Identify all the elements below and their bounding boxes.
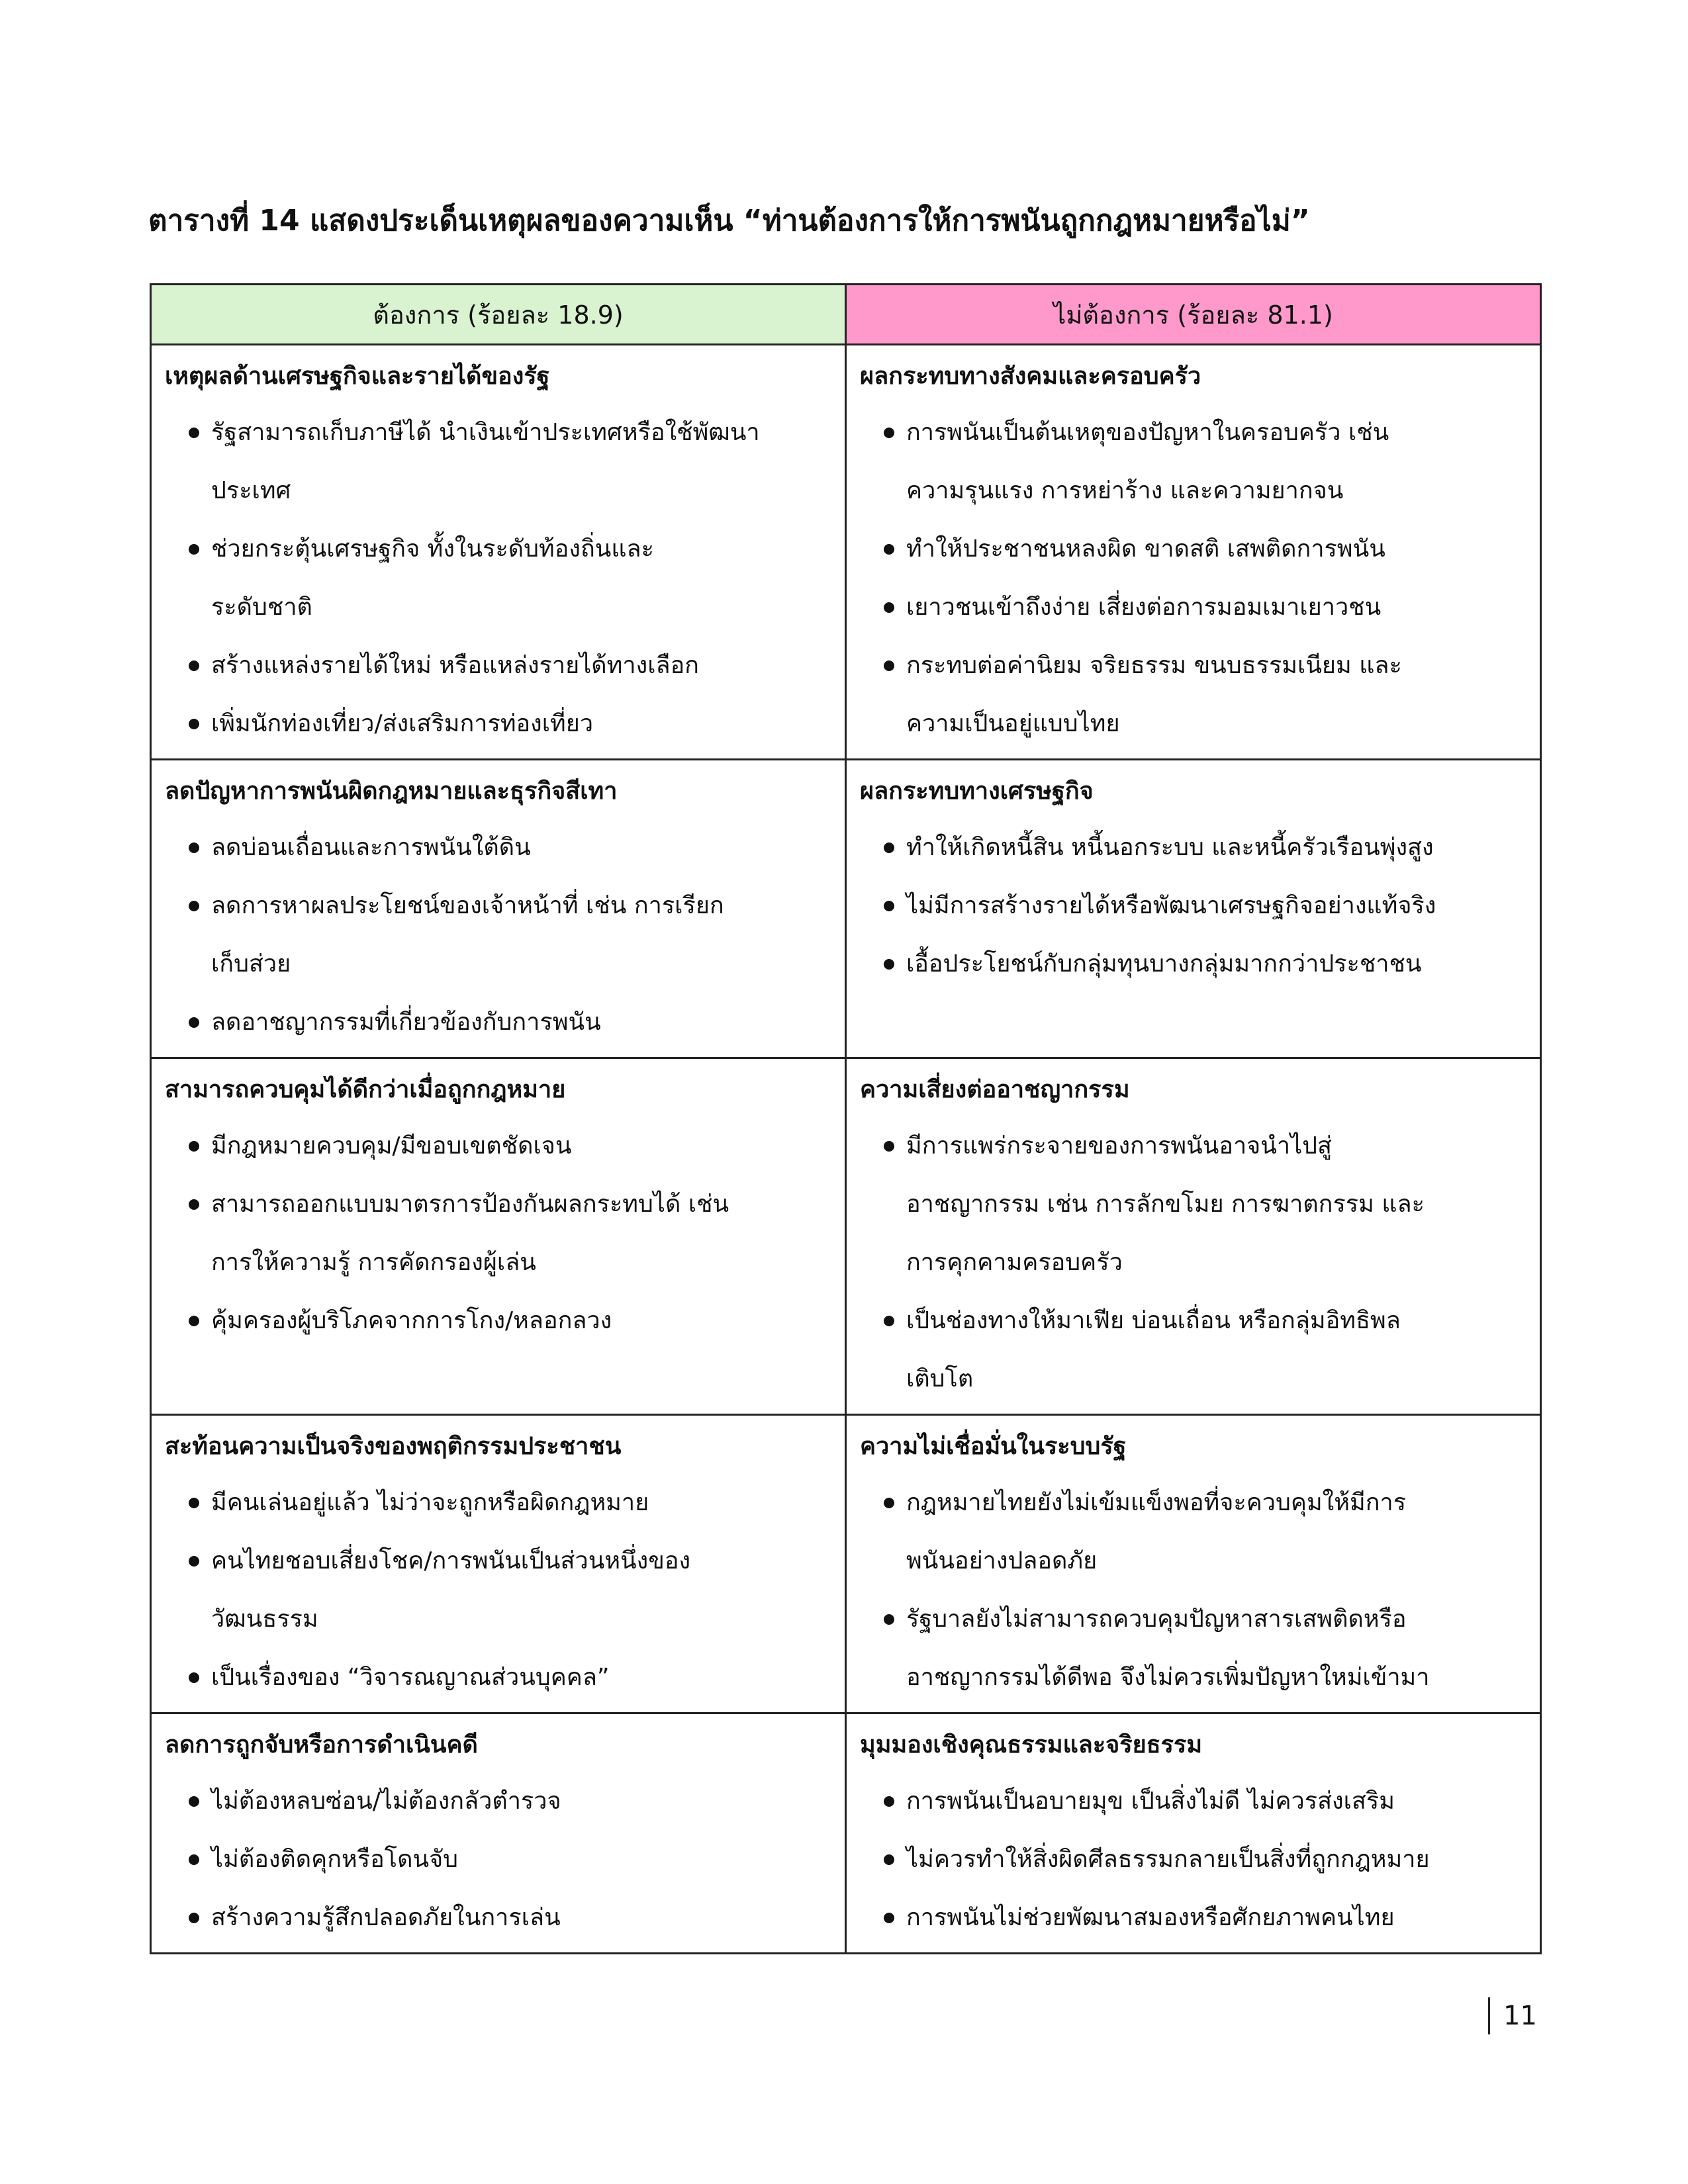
reason-list: [860, 1772, 1529, 1947]
cell-not-want: [846, 345, 1541, 760]
list-item-line: ลดการหาผลประโยชน์ของเจ้าหน้าที่ เช่น การเรียก: [211, 892, 724, 919]
reason-list: [860, 1474, 1529, 1707]
page-number: 11: [1488, 1997, 1537, 2034]
cell-want: [151, 1058, 846, 1415]
cell-want: [151, 1713, 846, 1954]
list-item-line: ลดอาชญากรรมที่เกี่ยวข้องกับการพนัน: [211, 1009, 601, 1036]
reason-list: [860, 1117, 1529, 1408]
category-title: สามารถควบคุมได้ดีกว่าเมื่อถูกกฎหมาย: [165, 1076, 566, 1103]
list-item: [165, 1474, 834, 1532]
list-item: [860, 404, 1529, 520]
list-item-line: วัฒนธรรม: [211, 1606, 318, 1633]
list-item-line: คนไทยชอบเสี่ยงโชค/การพนันเป็นส่วนหนึ่งของ: [211, 1547, 691, 1574]
list-item: [860, 1831, 1529, 1889]
list-item-line: รัฐบาลยังไม่สามารถควบคุมปัญหาสารเสพติดหรือ: [906, 1606, 1407, 1633]
list-item: [165, 1175, 834, 1292]
reason-list: [860, 404, 1529, 753]
list-item-line: การพนันเป็นอบายมุข เป็นสิ่งไม่ดี ไม่ควรส่งเสริม: [906, 1788, 1395, 1815]
list-item-line: คุ้มครองผู้บริโภคจากการโกง/หลอกลวง: [211, 1307, 612, 1334]
list-item-line: การพนันไม่ช่วยพัฒนาสมองหรือศักยภาพคนไทย: [906, 1904, 1395, 1931]
list-item-line: เป็นช่องทางให้มาเฟีย บ่อนเถื่อน หรือกลุ่มอิทธิพล: [906, 1307, 1401, 1334]
list-item: [165, 1831, 834, 1889]
list-item: [860, 1772, 1529, 1831]
list-item-line: เอื้อประโยชน์กับกลุ่มทุนบางกลุ่มมากกว่าประชาชน: [906, 950, 1422, 978]
cell-not-want: [846, 1713, 1541, 1954]
list-item: [860, 819, 1529, 877]
list-item: [860, 520, 1529, 578]
list-item-line: เพิ่มนักท่องเที่ยว/ส่งเสริมการท่องเที่ยว: [211, 710, 594, 737]
table-body: [151, 345, 1541, 1954]
list-item-line: มีการแพร่กระจายของการพนันอาจนำไปสู่: [906, 1132, 1333, 1160]
reasons-table: [150, 283, 1542, 1954]
reason-list: [165, 404, 834, 753]
list-item: [165, 1889, 834, 1947]
list-item: [860, 1889, 1529, 1947]
list-item: [165, 1292, 834, 1350]
list-item-line: สร้างแหล่งรายได้ใหม่ หรือแหล่งรายได้ทางเลือก: [211, 652, 699, 679]
list-item: [860, 935, 1529, 993]
list-item-line: กระทบต่อค่านิยม จริยธรรม ขนบธรรมเนียม และ: [906, 652, 1402, 679]
header-not-want: ไม่ต้องการ (ร้อยละ 81.1): [846, 285, 1541, 345]
table-caption: ตารางที่ 14 แสดงประเด็นเหตุผลของความเห็น “ท่านต้องการให้การพนันถูกกฎหมายหรือไม่”: [148, 204, 1310, 238]
table-row: [151, 760, 1541, 1058]
list-item: [860, 1474, 1529, 1590]
table-row: [151, 1415, 1541, 1713]
list-item: [165, 695, 834, 753]
table-row: [151, 1713, 1541, 1954]
list-item: [165, 993, 834, 1052]
list-item: [165, 1649, 834, 1707]
list-item-line: ไม่มีการสร้างรายได้หรือพัฒนาเศรษฐกิจอย่างแท้จริง: [906, 892, 1436, 919]
list-item-line: ความเป็นอยู่แบบไทย: [906, 710, 1120, 737]
cell-want: [151, 1415, 846, 1713]
list-item-line: ลดบ่อนเถื่อนและการพนันใต้ดิน: [211, 834, 531, 861]
category-title: ลดปัญหาการพนันผิดกฎหมายและธุรกิจสีเทา: [165, 778, 618, 805]
reason-list: [165, 819, 834, 1052]
list-item-line: เป็นเรื่องของ “วิจารณญาณส่วนบุคคล”: [211, 1664, 610, 1691]
list-item-line: สร้างความรู้สึกปลอดภัยในการเล่น: [211, 1904, 561, 1931]
category-title: ผลกระทบทางเศรษฐกิจ: [860, 778, 1094, 805]
list-item-line: พนันอย่างปลอดภัย: [906, 1547, 1098, 1574]
list-item: [165, 404, 834, 520]
reason-list: [165, 1474, 834, 1707]
category-title: สะท้อนความเป็นจริงของพฤติกรรมประชาชน: [165, 1433, 622, 1460]
list-item: [165, 1117, 834, 1175]
list-item: [165, 1772, 834, 1831]
list-item: [165, 637, 834, 695]
list-item-line: อาชญากรรมได้ดีพอ จึงไม่ควรเพิ่มปัญหาใหม่เข้ามา: [906, 1664, 1430, 1691]
reason-list: [860, 819, 1529, 993]
list-item: [860, 1117, 1529, 1292]
list-item-line: ระดับชาติ: [211, 594, 312, 621]
list-item-line: มีกฎหมายควบคุม/มีขอบเขตชัดเจน: [211, 1132, 572, 1160]
list-item-line: การคุกคามครอบครัว: [906, 1249, 1123, 1276]
list-item-line: การพนันเป็นต้นเหตุของปัญหาในครอบครัว เช่น: [906, 419, 1389, 446]
list-item: [860, 1292, 1529, 1408]
list-item-line: ประเทศ: [211, 477, 291, 504]
list-item-line: กฎหมายไทยยังไม่เข้มแข็งพอที่จะควบคุมให้มีการ: [906, 1489, 1407, 1516]
table-row: [151, 345, 1541, 760]
category-title: ผลกระทบทางสังคมและครอบครัว: [860, 363, 1201, 390]
list-item-line: เยาวชนเข้าถึงง่าย เสี่ยงต่อการมอมเมาเยาวชน: [906, 594, 1382, 621]
list-item-line: ไม่ต้องหลบซ่อน/ไม่ต้องกลัวตำรวจ: [211, 1788, 561, 1815]
table-header-row: [151, 285, 1541, 345]
list-item-line: ช่วยกระตุ้นเศรษฐกิจ ทั้งในระดับท้องถิ่นและ: [211, 535, 654, 563]
cell-want: [151, 760, 846, 1058]
cell-not-want: [846, 1415, 1541, 1713]
category-title: มุมมองเชิงคุณธรรมและจริยธรรม: [860, 1731, 1203, 1758]
cell-not-want: [846, 760, 1541, 1058]
list-item: [165, 1532, 834, 1649]
list-item-line: สามารถออกแบบมาตรการป้องกันผลกระทบได้ เช่น: [211, 1191, 729, 1218]
category-title: ความเสี่ยงต่ออาชญากรรม: [860, 1076, 1130, 1103]
list-item-line: ทำให้เกิดหนี้สิน หนี้นอกระบบ และหนี้ครัวเรือนพุ่งสูง: [906, 834, 1434, 861]
cell-want: [151, 345, 846, 760]
list-item-line: ไม่ควรทำให้สิ่งผิดศีลธรรมกลายเป็นสิ่งที่ถูกกฎหมาย: [906, 1846, 1430, 1873]
list-item: [165, 520, 834, 637]
list-item-line: รัฐสามารถเก็บภาษีได้ นำเงินเข้าประเทศหรือใช้พัฒนา: [211, 419, 760, 446]
reason-list: [165, 1772, 834, 1947]
list-item-line: ความรุนแรง การหย่าร้าง และความยากจน: [906, 477, 1344, 504]
list-item-line: เก็บส่วย: [211, 950, 291, 978]
list-item-line: การให้ความรู้ การคัดกรองผู้เล่น: [211, 1249, 536, 1276]
list-item-line: มีคนเล่นอยู่แล้ว ไม่ว่าจะถูกหรือผิดกฎหมาย: [211, 1489, 649, 1516]
list-item: [860, 877, 1529, 935]
category-title: ความไม่เชื่อมั่นในระบบรัฐ: [860, 1433, 1127, 1460]
reason-list: [165, 1117, 834, 1350]
table-row: [151, 1058, 1541, 1415]
list-item-line: ทำให้ประชาชนหลงผิด ขาดสติ เสพติดการพนัน: [906, 535, 1385, 563]
list-item-line: เติบโต: [906, 1365, 974, 1392]
list-item-line: ไม่ต้องติดคุกหรือโดนจับ: [211, 1846, 459, 1873]
header-want: ต้องการ (ร้อยละ 18.9): [151, 285, 846, 345]
list-item-line: อาชญากรรม เช่น การลักขโมย การฆาตกรรม และ: [906, 1191, 1425, 1218]
category-title: ลดการถูกจับหรือการดำเนินคดี: [165, 1731, 478, 1758]
list-item: [860, 578, 1529, 637]
cell-not-want: [846, 1058, 1541, 1415]
list-item: [860, 1590, 1529, 1707]
list-item: [165, 877, 834, 993]
category-title: เหตุผลด้านเศรษฐกิจและรายได้ของรัฐ: [165, 363, 550, 390]
list-item: [165, 819, 834, 877]
list-item: [860, 637, 1529, 753]
